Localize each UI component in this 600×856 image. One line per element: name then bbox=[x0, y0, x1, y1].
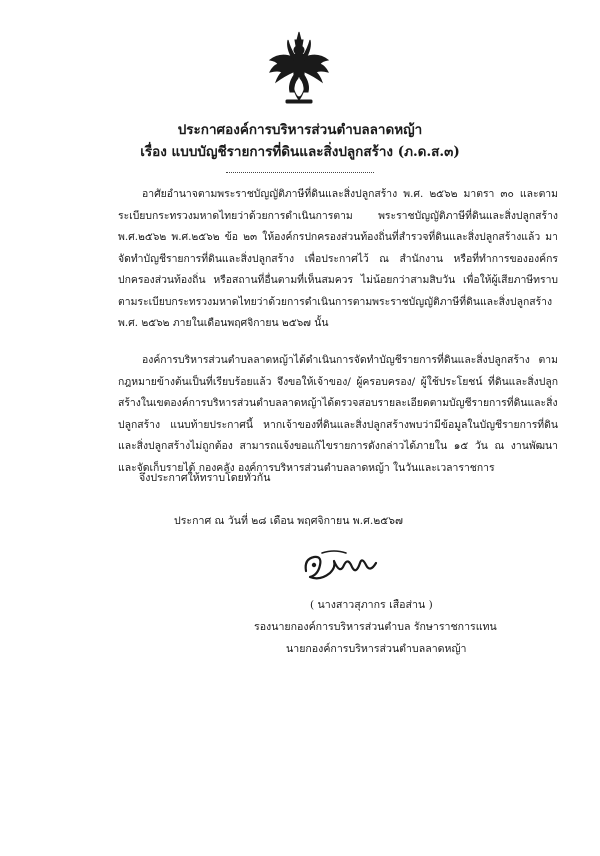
paragraph-1-text: อาศัยอำนาจตามพระราชบัญญัติภาษีที่ดินและสิ่งปลูกสร้าง พ.ศ. ๒๕๖๒ มาตรา ๓๐ และตามระเบียบกระทรวงมหาดไทยว่าด้วยการดำเนินการตาม พระราชบัญญัติภาษีที่ดินและสิ่งปลูกสร้าง พ.ศ.๒๕๖๒ พ.ศ.๒๕๖๒ ข้อ ๒๓ ให้องค์กรปกครองส่วนท้องถิ่นที่สำรวจที่ดินและสิ่งปลูกสร้างแล้ว มาจัดทำบัญชีรายการที่ดินและสิ่งปลูกสร้าง เพื่อประกาศไว้ ณ สำนักงาน หรือที่ทำการขององค์กรปกครองส่วนท้องถิ่น หรือสถานที่อื่นตามที่เห็นสมควร ไม่น้อยกว่าสามสิบวัน เพื่อให้ผู้เสียภาษีทราบตามระเบียบกระทรวงมหาดไทยว่าด้วยการดำเนินการตามพระราชบัญญัติภาษีที่ดินและสิ่งปลูกสร้าง พ.ศ. ๒๕๖๒ ภายในเดือนพฤศจิกายน ๒๕๖๗ นั้น bbox=[118, 188, 558, 329]
paragraph-2-text: องค์การบริหารส่วนตำบลลาดหญ้าได้ดำเนินการจัดทำบัญชีรายการที่ดินและสิ่งปลูกสร้าง ตามกฎหมายข้างต้นเป็นที่เรียบร้อยแล้ว จึงขอให้เจ้าของ/ ผู้ครอบครอง/ ผู้ใช้ประโยชน์ ที่ดินและสิ่งปลูกสร้างในเขตองค์การบริหารส่วนตำบลลาดหญ้าได้ตรวจสอบรายละเอียดตามบัญชีรายการที่ดินและสิ่งปลูกสร้าง แนบท้ายประกาศนี้ หากเจ้าของที่ดินและสิ่งปลูกสร้างพบว่ามีข้อมูลในบัญชีรายการที่ดินและสิ่งปลูกสร้างไม่ถูกต้อง สามารถแจ้งขอแก้ไขรายการดังกล่าวได้ภายใน ๑๕ วัน ณ งานพัฒนาและจัดเก็บรายได้ กองคลัง องค์การบริหารส่วนตำบลลาดหญ้า ในวันและเวลาราชการ bbox=[118, 354, 558, 474]
signer-position-acting: นายกองค์การบริหารส่วนตำบลลาดหญ้า bbox=[286, 643, 467, 655]
handwritten-signature-icon bbox=[300, 545, 384, 589]
signer-name: ( นางสาวสุภากร เสือส่าน ) bbox=[310, 599, 433, 611]
announcement-subject: เรื่อง แบบบัญชีรายการที่ดินและสิ่งปลูกสร้าง (ภ.ด.ส.๓) bbox=[140, 144, 460, 160]
body-paragraph-2 bbox=[118, 350, 558, 479]
garuda-emblem-icon bbox=[266, 30, 332, 108]
notice-line: จึงประกาศให้ทราบโดยทั่วกัน bbox=[139, 472, 271, 484]
announcement-title: ประกาศองค์การบริหารส่วนตำบลลาดหญ้า bbox=[177, 122, 423, 138]
title-separator bbox=[226, 172, 374, 173]
body-paragraph-1 bbox=[118, 184, 558, 335]
signer-position: รองนายกองค์การบริหารส่วนตำบล รักษาราชการแทน bbox=[254, 621, 497, 633]
date-line: ประกาศ ณ วันที่ ๒๘ เดือน พฤศจิกายน พ.ศ.๒๕๖๗ bbox=[174, 515, 403, 527]
